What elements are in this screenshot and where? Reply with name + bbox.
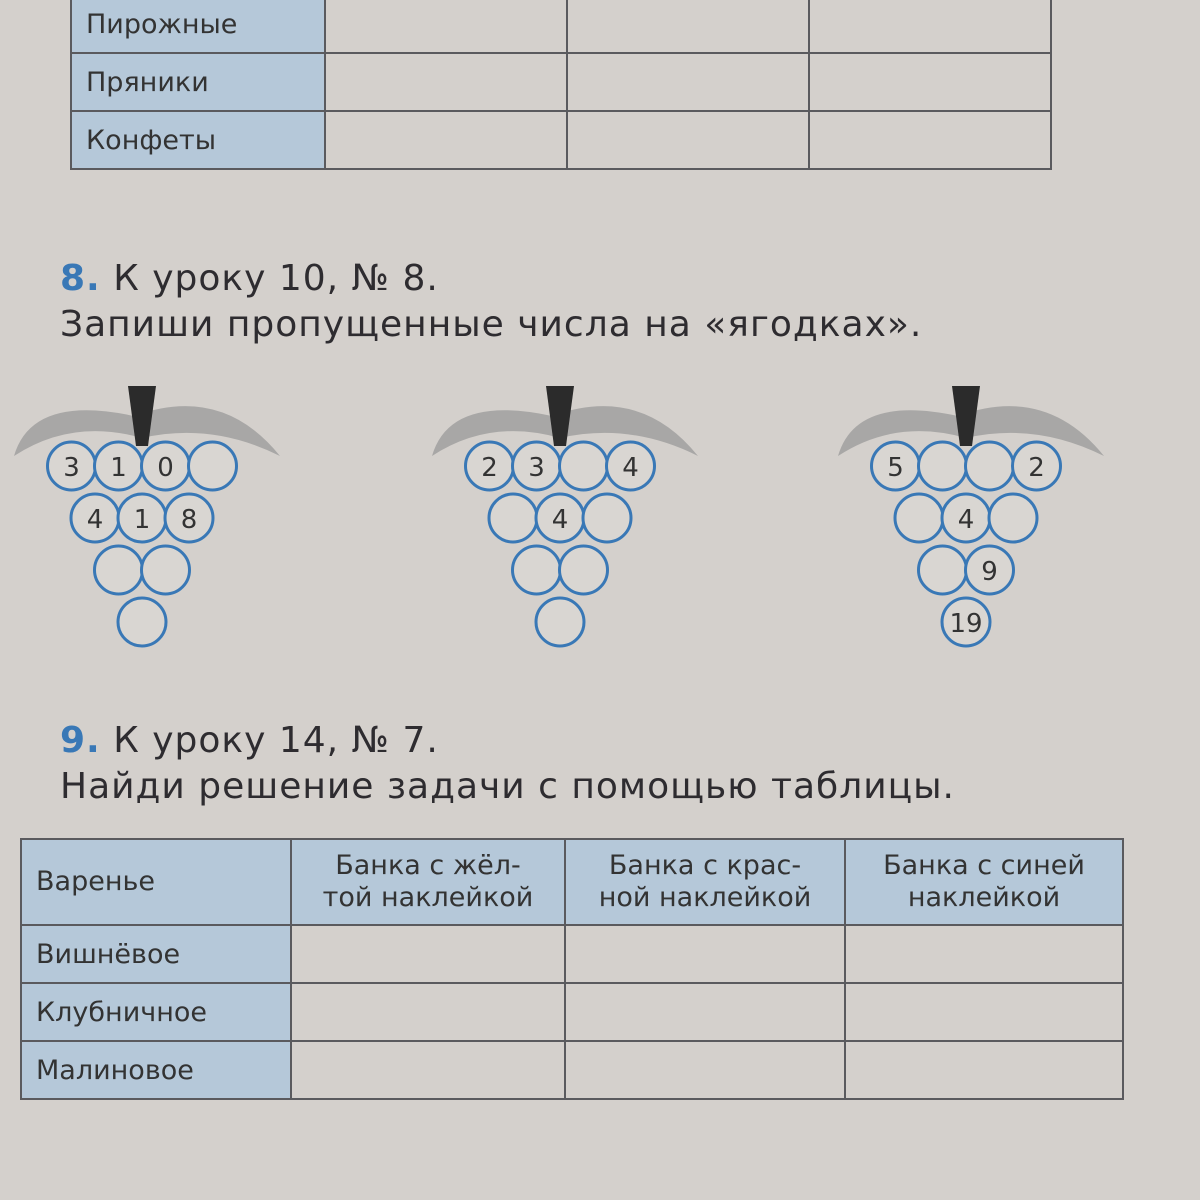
berry-number: 4 xyxy=(957,505,975,535)
berry-circle xyxy=(142,546,190,594)
berry xyxy=(466,442,514,490)
berry xyxy=(583,494,631,542)
table-cell xyxy=(565,925,845,983)
table-cell xyxy=(291,925,565,983)
table-row xyxy=(21,1041,1123,1099)
column-header xyxy=(845,839,1123,925)
berry-number: 4 xyxy=(551,505,569,535)
berry xyxy=(95,546,143,594)
berry xyxy=(489,494,537,542)
table-row xyxy=(21,925,1123,983)
header-line: той наклейкой xyxy=(322,882,534,913)
berry-number: 9 xyxy=(981,557,998,587)
berry xyxy=(607,442,655,490)
grape-bunch xyxy=(432,386,698,646)
stem xyxy=(546,386,574,446)
berry-number: 4 xyxy=(86,505,104,535)
berry xyxy=(142,442,190,490)
task8-heading xyxy=(60,258,439,299)
table-cell xyxy=(565,983,845,1041)
table-cell xyxy=(291,1041,565,1099)
table-cell xyxy=(567,0,809,53)
header-line: Банка с крас- xyxy=(608,849,802,881)
table-cell xyxy=(567,111,809,169)
jam-table xyxy=(20,838,1124,1100)
row-label: Вишнёвое xyxy=(21,925,291,983)
berry xyxy=(1013,442,1061,490)
berry xyxy=(942,494,990,542)
table-cell xyxy=(565,1041,845,1099)
grape-bunches xyxy=(0,370,1200,670)
table-cell xyxy=(809,111,1051,169)
berry-number: 0 xyxy=(157,453,174,483)
berry-circle xyxy=(560,442,608,490)
berry-circle xyxy=(513,546,561,594)
berry-circle xyxy=(489,494,537,542)
row-label: Пирожные xyxy=(71,0,325,53)
berry-circle xyxy=(989,494,1037,542)
berry-number: 3 xyxy=(528,453,545,483)
stem xyxy=(952,386,980,446)
table-row xyxy=(71,0,1051,53)
table-cell xyxy=(325,111,567,169)
task-number: 8. xyxy=(60,258,101,299)
berry xyxy=(989,494,1037,542)
table-cell xyxy=(809,0,1051,53)
berry xyxy=(48,442,96,490)
berry-number: 3 xyxy=(63,453,80,483)
berry xyxy=(513,546,561,594)
column-header xyxy=(291,839,565,925)
row-label: Пряники xyxy=(71,53,325,111)
task-number: 9. xyxy=(60,720,101,761)
berry xyxy=(165,494,213,542)
berry-number: 19 xyxy=(949,609,983,639)
berry-number: 1 xyxy=(133,505,151,535)
berry xyxy=(95,442,143,490)
berry-circle xyxy=(966,442,1014,490)
row-label: Конфеты xyxy=(71,111,325,169)
header-line: Банка с синей xyxy=(883,849,1085,881)
column-header xyxy=(565,839,845,925)
berry-circle xyxy=(560,546,608,594)
berry xyxy=(919,546,967,594)
header-line: Банка с жёл- xyxy=(335,849,521,881)
table-cell xyxy=(845,1041,1123,1099)
table-cell xyxy=(845,925,1123,983)
column-header: Варенье xyxy=(21,839,291,925)
table-row xyxy=(71,111,1051,169)
berry xyxy=(560,442,608,490)
task9-instruction: Найди решение задачи с помощью таблицы. xyxy=(60,766,956,807)
berry xyxy=(71,494,119,542)
table-cell xyxy=(325,0,567,53)
berry xyxy=(560,546,608,594)
table-row xyxy=(71,53,1051,111)
table-row xyxy=(21,983,1123,1041)
berry-number: 8 xyxy=(180,505,198,535)
table-header-row xyxy=(21,839,1123,925)
berry-circle xyxy=(583,494,631,542)
berry xyxy=(872,442,920,490)
berry-circle xyxy=(118,598,166,646)
berry-circle xyxy=(189,442,237,490)
berry-number: 2 xyxy=(481,453,498,483)
task9-heading xyxy=(60,720,439,761)
berry xyxy=(189,442,237,490)
berry-circle xyxy=(919,442,967,490)
row-label: Клубничное xyxy=(21,983,291,1041)
berry xyxy=(118,494,166,542)
berry-number: 4 xyxy=(622,453,639,483)
berry-circle xyxy=(536,598,584,646)
row-label: Малиновое xyxy=(21,1041,291,1099)
berry xyxy=(513,442,561,490)
header-line: ной наклейкой xyxy=(598,882,812,913)
top-table xyxy=(70,0,1052,170)
grape-bunch xyxy=(14,386,280,646)
table-cell xyxy=(845,983,1123,1041)
task8-instruction: Запиши пропущенные числа на «ягодках». xyxy=(60,304,923,345)
task-title: К уроку 14, № 7. xyxy=(113,720,439,761)
table-cell xyxy=(809,53,1051,111)
berry-number: 5 xyxy=(887,453,904,483)
berry xyxy=(536,494,584,542)
header-line: наклейкой xyxy=(907,882,1061,913)
berry xyxy=(118,598,166,646)
stem xyxy=(128,386,156,446)
berry-number: 1 xyxy=(110,453,127,483)
berry-circle xyxy=(95,546,143,594)
berry xyxy=(536,598,584,646)
berry-number: 2 xyxy=(1028,453,1045,483)
table-cell xyxy=(291,983,565,1041)
table-cell xyxy=(567,53,809,111)
berry xyxy=(966,546,1014,594)
berry xyxy=(966,442,1014,490)
task-title: К уроку 10, № 8. xyxy=(113,258,439,299)
berry xyxy=(142,546,190,594)
berry xyxy=(942,598,990,646)
berry xyxy=(919,442,967,490)
berry xyxy=(895,494,943,542)
berry-circle xyxy=(895,494,943,542)
berry-circle xyxy=(919,546,967,594)
table-cell xyxy=(325,53,567,111)
grape-bunch xyxy=(838,386,1104,646)
